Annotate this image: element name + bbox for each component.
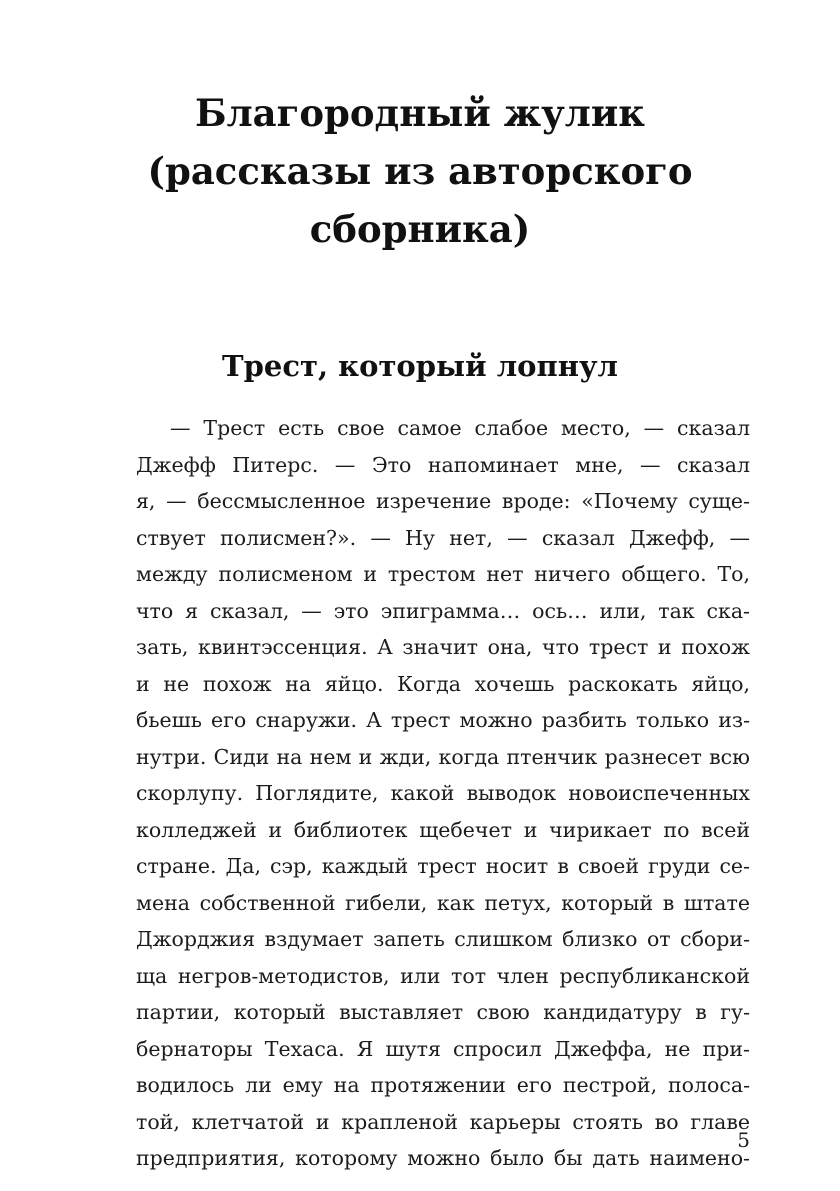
book-title-line: (рассказы из авторского (147, 149, 693, 193)
text-line: ствует полисмен?». — Ну нет, — сказал Джефф, — (136, 525, 750, 550)
book-title-line: сборника) (309, 207, 531, 251)
text-line: я, — бессмысленное изречение вроде: «Почему суще- (136, 489, 750, 513)
text-line: и не похож на яйцо. Когда хочешь раскокать яйцо, (136, 671, 750, 696)
text-line: Джорджия вздумает запеть слишком близко от сбори- (136, 927, 750, 951)
text-line: водилось ли ему на протяжении его пестрой, полоса- (136, 1073, 750, 1097)
text-line: стране. Да, сэр, каждый трест носит в своей груди се- (136, 854, 750, 878)
text-line: между полисменом и трестом нет ничего общего. То, (136, 562, 750, 586)
text-line: предприятия, которому можно было бы дать наимено- (136, 1146, 750, 1170)
text-line: той, клетчатой и крапленой карьеры стоять во главе (136, 1109, 750, 1134)
text-line: колледжей и библиотек щебечет и чирикает по всей (136, 817, 750, 842)
text-line: бьешь его снаружи. А трест можно разбить только из- (136, 708, 750, 732)
book-title (90, 84, 750, 258)
text-line: зать, квинтэссенция. А значит она, что трест и похож (136, 635, 750, 659)
text-line: бернаторы Техаса. Я шутя спросил Джеффа, не при- (136, 1036, 750, 1061)
text-line: партии, который выставляет свою кандидатуру в гу- (136, 1000, 750, 1024)
book-title-line: Благородный жулик (194, 91, 646, 135)
text-line: нутри. Сиди на нем и жди, когда птенчик разнесет всю (136, 744, 750, 769)
text-line: ща негров-методистов, или тот член республиканской (136, 963, 750, 988)
text-line: мена собственной гибели, как петух, который в штате (136, 890, 750, 915)
text-line: скорлупу. Поглядите, какой выводок новоиспеченных (136, 781, 750, 805)
text-line: — Трест есть свое самое слабое место, — сказал (170, 416, 750, 440)
text-line: что я сказал, — это эпиграмма… ось… или, так ска- (136, 598, 750, 623)
text-line: Джефф Питерс. — Это напоминает мне, — сказал (136, 452, 750, 477)
page-number: 5 (737, 1128, 750, 1152)
story-title: Трест, который лопнул (222, 349, 618, 383)
story-body (136, 410, 750, 1177)
